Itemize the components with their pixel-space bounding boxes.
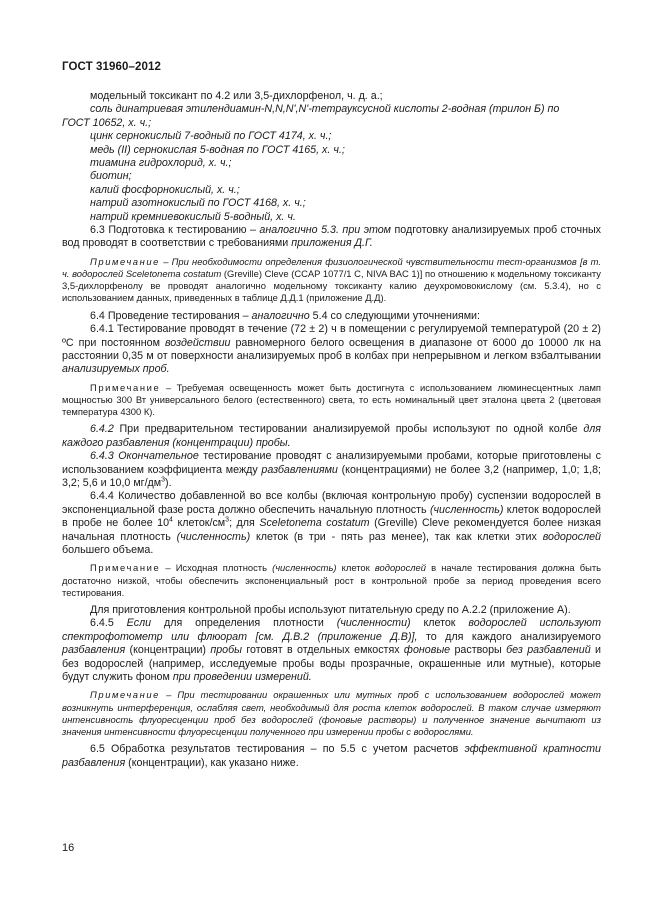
- section-6-4: [62, 310, 601, 323]
- section-6-4-3: [62, 450, 601, 490]
- list-item: тиамина гидрохлорид, х. ч.;: [90, 157, 232, 170]
- text-run: 5.4 со следующими уточнениями:: [309, 309, 480, 322]
- text-run: 6.4.3 Окончательное: [90, 450, 199, 463]
- text-run: клеток водорослей в пробе не более 10: [62, 503, 601, 530]
- section-6-4-5: [62, 617, 601, 684]
- text-run: – При необходимости определения физиологической чувствительности тест-организмов [в т. ч. водорослей: [62, 255, 601, 280]
- text-run: пробы: [210, 644, 242, 657]
- text-run: 6.4.2: [90, 423, 114, 436]
- text-run: (Greville) Cleve (CCAP 1077/1 C, NIVA BAC 1)] по отношению к модельному токсиканту 3,5-дихлорфенолу ве проводят аналогично модельному токсиканту калию деухромовокислому (см. 5.3.4), но с использованием данных, приведенных в таблице Д.Д.1 (приложение Д.Д).: [62, 268, 601, 304]
- section-6-5: [62, 743, 601, 770]
- text-run: в начале тестирования должна быть достаточно низкой, чтобы обеспечить экспоненциальный рост в контрольной пробе за период проведения всего тестирования.: [62, 562, 602, 598]
- note-label: Примечание: [90, 381, 161, 393]
- superscript: 3: [161, 476, 166, 484]
- text-run: ).: [165, 476, 172, 489]
- text-run: для определения плотности: [151, 617, 337, 630]
- note-label: Примечание: [90, 689, 160, 701]
- note-4: [62, 689, 601, 738]
- section-6-4-4: [62, 490, 601, 557]
- text-run: (Greville) Cleve рекомендуется более низкая начальная плотность: [62, 517, 601, 543]
- text-run: ; для: [229, 517, 260, 530]
- list-item: соль динатриевая этилендиамин-N,N,N',N'-тетрауксусной кислоты 2-водная (трилон Б) по: [90, 103, 560, 116]
- text-run: клеток: [410, 617, 469, 630]
- text-run: – Исходная плотность: [160, 562, 273, 574]
- text-run: Sceletonema costatum: [259, 517, 370, 530]
- list-item: натрий азотнокислый по ГОСТ 4168, х. ч.;: [90, 197, 306, 210]
- superscript: 4: [169, 516, 173, 524]
- text-run: Если: [126, 617, 152, 630]
- note-label: Примечание: [90, 562, 161, 574]
- list-item: калий фосфорнокислый, х. ч.;: [90, 183, 240, 196]
- text-run: эффективной кратности разбавления: [62, 743, 601, 769]
- list-item: цинк сернокислый 7-водный по ГОСТ 4174, х. ч.;: [90, 130, 332, 143]
- page-number: 16: [62, 842, 75, 854]
- text-run: клеток/см: [172, 517, 226, 530]
- document-header: ГОСТ 31960–2012: [62, 61, 162, 73]
- text-run: воздействии: [164, 336, 231, 349]
- text-run: клеток: [336, 562, 375, 574]
- text-run: водорослей используют спектрофотометр или флюорат [см. Д.В.2 (приложение Д.В)],: [62, 617, 601, 643]
- paragraph-control-sample: Для приготовления контрольной пробы используют питательную среду по А.2.2 (приложение А).: [90, 604, 571, 616]
- text-run: без разбавлений: [506, 644, 591, 657]
- text-run: аналогично 5.3. при этом: [259, 224, 392, 237]
- list-item: медь (II) сернокислая 5-водная по ГОСТ 4165, х. ч.;: [90, 143, 345, 156]
- section-6-4-2: [62, 423, 601, 450]
- page-content: [62, 90, 601, 770]
- note-3: [62, 562, 601, 599]
- text-run: приложения Д.Г.: [291, 237, 373, 250]
- text-run: и без водорослей (например, исследуемые пробы воды прозрачные, окрашенные или мутные), которые будут служить фоном: [62, 644, 601, 684]
- section-6-3: [62, 224, 601, 251]
- text-run: 6.4.5: [90, 617, 127, 630]
- text-run: фоновые: [403, 644, 451, 657]
- section-6-4-1: [62, 323, 601, 377]
- text-run: (численность): [429, 503, 504, 516]
- list-item-continuation: ГОСТ 10652, х. ч.;: [62, 116, 152, 129]
- text-run: 6.5 Обработка результатов тестирования – по 5.5 с учетом расчетов: [90, 743, 465, 756]
- list-item: биотин;: [90, 170, 132, 183]
- note-1: [62, 256, 601, 305]
- text-run: – При тестировании окрашенных или мутных проб с использованием водорослей может возникнуть интерференция, ослабляя свет, необходимый для роста клеток водорослей. В таком случае измеряют интенсивность флуоресценции проб без водорослей (фоновые растворы) и полученное значение вычитают из значения интенсивности флуоресценции полученного при измерении пробы с водорослями.: [62, 689, 601, 738]
- text-run: – Требуемая освещенность может быть достигнута с использованием люминесцентных ламп мощностью 300 Вт универсального белого (естественного) света, то есть номинальный цвет эталона цвета 2 (цветовая температура 4300 К).: [62, 381, 601, 418]
- text-run: (концентрации): [125, 644, 211, 657]
- text-run: При предварительном тестировании анализируемой пробы используют по одной колбе: [113, 423, 584, 436]
- text-run: Sceletonema costatum: [125, 268, 222, 280]
- text-run: (концентрации), как указано ниже.: [125, 756, 299, 769]
- text-run: клеток (в три - пять раз менее), так как клетки этих: [250, 530, 543, 543]
- text-run: аналогично: [251, 309, 310, 322]
- text-run: 6.4 Проведение тестирования –: [90, 309, 252, 322]
- text-run: водорослей: [542, 530, 601, 543]
- text-run: равномерного белого освещения в диапазоне от 6000 до 10000 лк на расстоянии 0,35 м от поверхности анализируемых проб в колбах при непрерывном и легком взбалтывании: [62, 336, 601, 362]
- text-run: большего объема.: [62, 543, 154, 556]
- list-item: модельный токсикант по 4.2 или 3,5-дихлорфенол, ч. д. а.;: [90, 90, 383, 102]
- text-run: (концентрациями) не более 3,2 (например, 1,0; 1,8; 3,2; 5,6 и 10,0 мг/дм: [62, 463, 602, 489]
- text-run: то для каждого анализируемого: [417, 630, 601, 643]
- text-run: (численность): [176, 530, 251, 543]
- text-run: растворы: [450, 644, 507, 657]
- text-run: разбавления: [62, 644, 126, 657]
- text-run: 6.4.1 Тестирование проводят в течение (72 ± 2) ч в помещении с регулируемой температурой (20 ± 2) ºС при постоянном: [62, 323, 601, 349]
- list-item: натрий кремниевокислый 5-водный, х. ч.: [90, 210, 296, 223]
- text-run: подготовку анализируемых проб сточных вод проводят в соответствии с требованиями: [62, 224, 601, 250]
- text-run: при проведении измерений.: [172, 671, 312, 684]
- superscript: 3: [225, 516, 230, 524]
- text-run: тестирование проводят с анализируемыми пробами, которые приготовлены с использованием коэффициента между: [62, 450, 601, 476]
- text-run: готовят в отдельных емкостях: [241, 644, 404, 657]
- text-run: 6.4.4 Количество добавленной во все колбы (включая контрольную пробу) суспензии водорослей в экспоненциальной фазе роста должно обеспечить начальную плотность: [62, 490, 601, 516]
- note-2: [62, 382, 601, 419]
- text-run: водорослей: [374, 562, 426, 574]
- text-run: анализируемых проб.: [62, 363, 170, 376]
- text-run: 6.3 Подготовка к тестированию –: [90, 224, 260, 237]
- text-run: для каждого разбавления (концентрации) пробы.: [62, 423, 601, 449]
- text-run: (численности): [336, 617, 411, 630]
- text-run: разбавлениями: [261, 463, 338, 476]
- text-run: (численность): [272, 562, 337, 574]
- note-label: Примечание: [90, 255, 160, 267]
